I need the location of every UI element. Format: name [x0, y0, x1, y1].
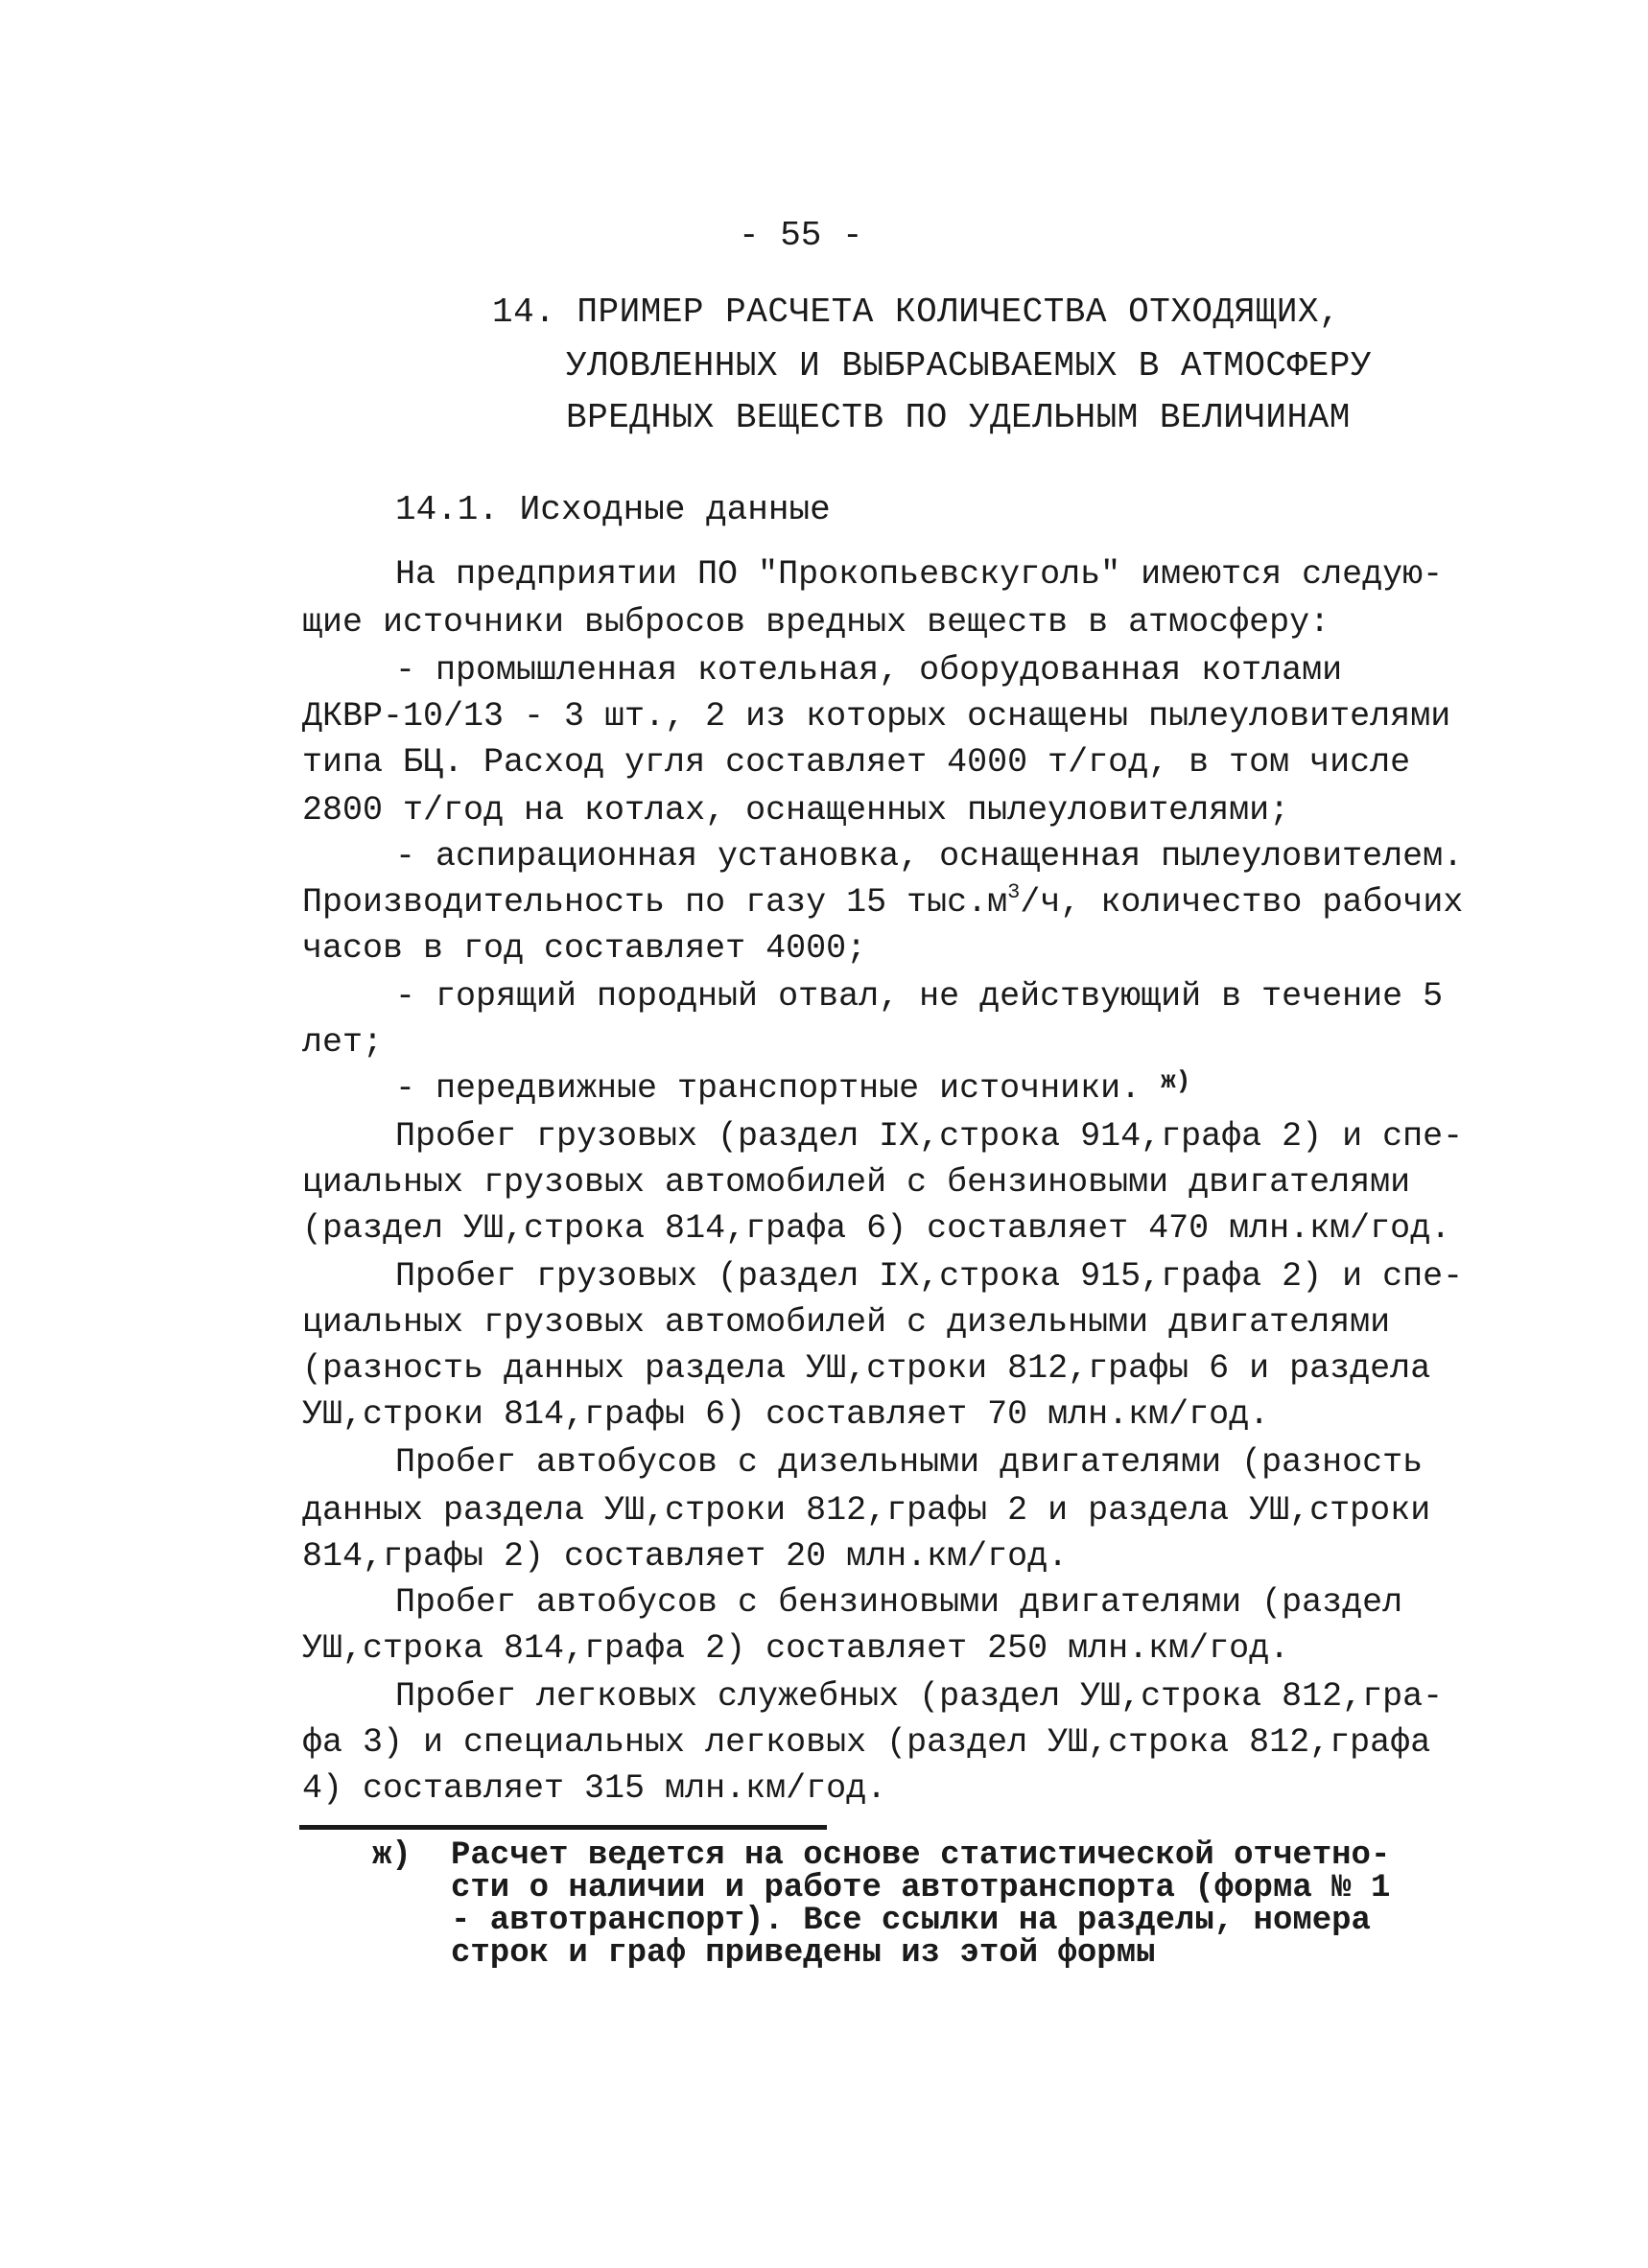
- body-line: 2800 т/год на котлах, оснащенных пылеуловителями;: [302, 791, 1290, 830]
- footnote-line: строк и граф приведены из этой формы: [451, 1935, 1156, 1972]
- body-line: Пробег грузовых (раздел IX,строка 914,графа 2) и спе-: [395, 1117, 1464, 1156]
- body-line: Пробег автобусов с дизельными двигателями (разность: [395, 1443, 1424, 1482]
- body-line: Пробег автобусов с бензиновыми двигателями (раздел: [395, 1583, 1403, 1622]
- body-line: циальных грузовых автомобилей с бензиновыми двигателями: [302, 1163, 1411, 1202]
- section-heading-line-1: 14. ПРИМЕР РАСЧЕТА КОЛИЧЕСТВА ОТХОДЯЩИХ,: [492, 292, 1341, 332]
- body-line: - аспирационная установка, оснащенная пылеуловителем.: [395, 837, 1464, 876]
- body-line: фа 3) и специальных легковых (раздел УШ,строка 812,графа: [302, 1723, 1431, 1762]
- section-heading-line-3: ВРЕДНЫХ ВЕЩЕСТВ ПО УДЕЛЬНЫМ ВЕЛИЧИНАМ: [566, 398, 1351, 437]
- footnote-line: - автотранспорт). Все ссылки на разделы, номера: [451, 1903, 1371, 1939]
- body-line: - промышленная котельная, оборудованная котлами: [395, 651, 1343, 690]
- body-text: - передвижные транспортные источники.: [395, 1069, 1142, 1108]
- body-line: типа БЦ. Расход угля составляет 4000 т/год, в том числе: [302, 743, 1411, 782]
- body-text: Производительность по газу 15 тыс.м: [302, 883, 1008, 922]
- body-text: /ч, количество рабочих: [1020, 883, 1464, 922]
- body-line: циальных грузовых автомобилей с дизельными двигателями: [302, 1303, 1391, 1342]
- body-line: данных раздела УШ,строки 812,графы 2 и раздела УШ,строки: [302, 1491, 1431, 1530]
- footnote-separator: [299, 1825, 827, 1830]
- body-line: Пробег легковых служебных (раздел УШ,строка 812,гра-: [395, 1677, 1444, 1716]
- body-line: (раздел УШ,строка 814,графа 6) составляет 470 млн.км/год.: [302, 1209, 1451, 1248]
- footnote-line: сти о наличии и работе автотранспорта (форма № 1: [451, 1870, 1391, 1906]
- footnote-mark: ж): [372, 1837, 412, 1874]
- body-line: часов в год составляет 4000;: [302, 929, 867, 968]
- body-line: ДКВР-10/13 - 3 шт., 2 из которых оснащены пылеуловителями: [302, 697, 1451, 736]
- body-line: [395, 1066, 1191, 1108]
- page-number: - 55 -: [739, 216, 863, 255]
- body-line: УШ,строки 814,графы 6) составляет 70 млн.км/год.: [302, 1395, 1270, 1434]
- body-line: [302, 880, 1464, 922]
- body-line: 4) составляет 315 млн.км/год.: [302, 1769, 887, 1808]
- section-heading-line-2: УЛОВЛЕННЫХ И ВЫБРАСЫВАЕМЫХ В АТМОСФЕРУ: [566, 346, 1372, 386]
- body-line: лет;: [302, 1023, 384, 1062]
- footnote-line: Расчет ведется на основе статистической отчетно-: [451, 1837, 1391, 1874]
- footnote-reference: ж): [1161, 1066, 1191, 1095]
- body-line: Пробег грузовых (раздел IX,строка 915,графа 2) и спе-: [395, 1257, 1464, 1296]
- body-line: УШ,строка 814,графа 2) составляет 250 млн.км/год.: [302, 1629, 1290, 1668]
- body-line: (разность данных раздела УШ,строки 812,графы 6 и раздела: [302, 1349, 1431, 1388]
- superscript: 3: [1007, 880, 1021, 904]
- body-line: 814,графы 2) составляет 20 млн.км/год.: [302, 1537, 1069, 1576]
- body-line: щие источники выбросов вредных веществ в атмосферу:: [302, 603, 1330, 642]
- subsection-heading: 14.1. Исходные данные: [395, 490, 831, 529]
- body-line: - горящий породный отвал, не действующий в течение 5: [395, 977, 1444, 1016]
- body-line: На предприятии ПО "Прокопьевскуголь" имеются следую-: [395, 555, 1444, 594]
